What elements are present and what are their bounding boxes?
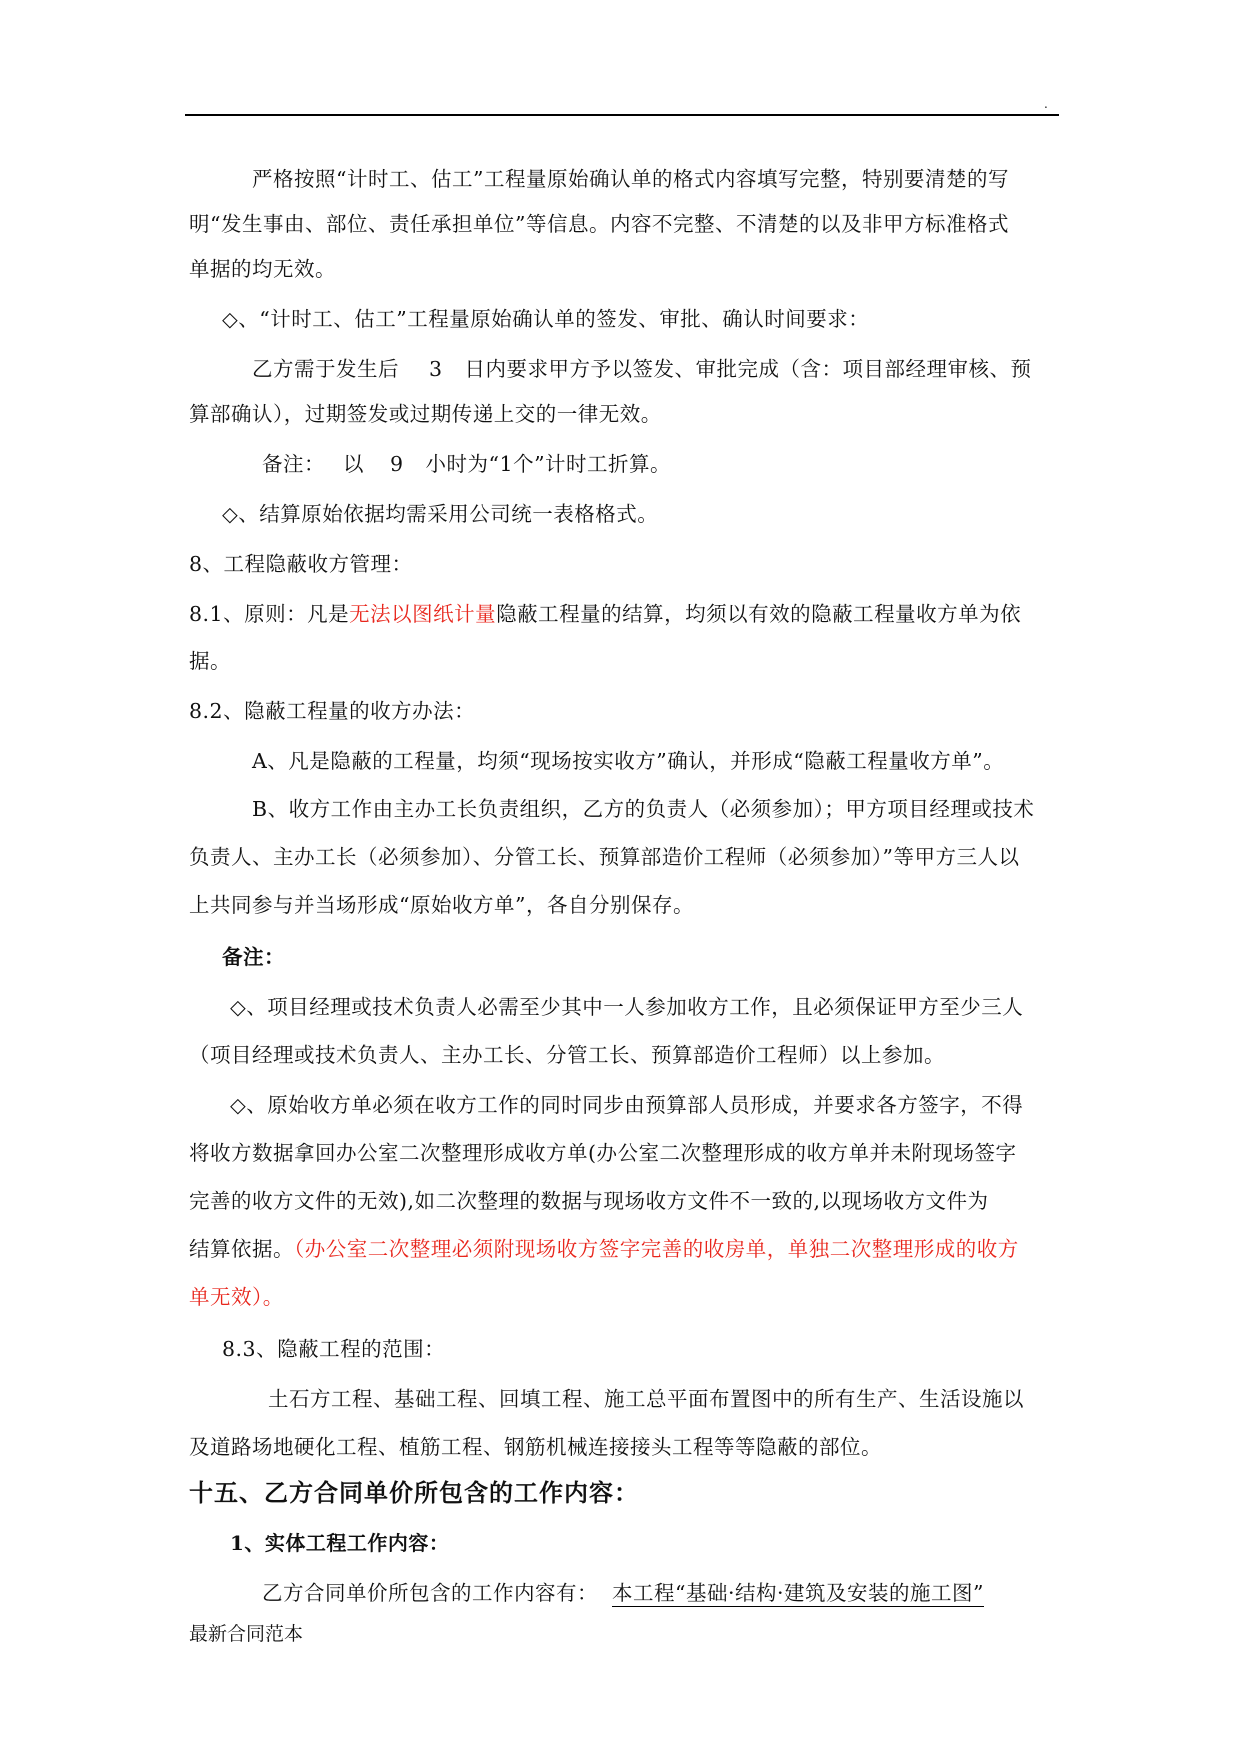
text-segment: 8.1、原则：凡是	[189, 602, 350, 626]
paragraph-line: 单据的均无效。	[189, 257, 336, 281]
text-segment: 乙方需于发生后	[252, 357, 399, 381]
paragraph-line: 明“发生事由、部位、责任承担单位”等信息。内容不完整、不清楚的以及非甲方标准格式	[189, 212, 1009, 236]
header-dot: .	[1044, 97, 1048, 111]
paragraph-line: （项目经理或技术负责人、主办工长、分管工长、预算部造价工程师）以上参加。	[189, 1043, 945, 1067]
paragraph-line: 将收方数据拿回办公室二次整理形成收方单(办公室二次整理形成的收方单并未附现场签字	[189, 1141, 1017, 1165]
text-segment: 备注：	[262, 452, 325, 476]
section-title: 8、工程隐蔽收方管理：	[189, 552, 413, 576]
paragraph-line: A、凡是隐蔽的工程量，均须“现场按实收方”确认，并形成“隐蔽工程量收方单”。	[252, 749, 1005, 773]
hours-value: 9	[390, 452, 404, 476]
subsection-heading: 1、实体工程工作内容：	[230, 1531, 450, 1555]
paragraph-line: 严格按照“计时工、估工”工程量原始确认单的格式内容填写完整，特别要清楚的写	[252, 167, 1009, 191]
paragraph-line	[189, 601, 1021, 627]
paragraph-line	[262, 1580, 984, 1606]
section-title: 8.3、隐蔽工程的范围：	[222, 1337, 446, 1361]
highlight-line: 单无效）。	[189, 1285, 284, 1309]
chapter-heading: 十五、乙方合同单价所包含的工作内容：	[189, 1478, 639, 1507]
note-title: 备注：	[222, 945, 285, 969]
section-title: 8.2、隐蔽工程量的收方办法：	[189, 699, 476, 723]
paragraph-line: 完善的收方文件的无效),如二次整理的数据与现场收方文件不一致的,以现场收方文件为	[189, 1189, 989, 1213]
paragraph-line: ◇、原始收方单必须在收方工作的同时同步由预算部人员形成，并要求各方签字，不得	[230, 1093, 1024, 1117]
underlined-text: 本工程“基础·结构·建筑及安装的施工图”	[612, 1581, 984, 1605]
paragraph-line: 负责人、主办工长（必须参加）、分管工长、预算部造价工程师（必须参加）”等甲方三人以	[189, 845, 1020, 869]
paragraph-line: 上共同参与并当场形成“原始收方单”，各自分别保存。	[189, 893, 694, 917]
days-value: 3	[429, 357, 443, 381]
highlight-text: （办公室二次整理必须附现场收方签字完善的收房单，单独二次整理形成的收方	[294, 1237, 1019, 1261]
paragraph-line: 据。	[189, 649, 231, 673]
text-segment: 结算依据。	[189, 1237, 294, 1261]
highlight-text: 无法以图纸计量	[349, 602, 497, 626]
paragraph-line	[262, 451, 671, 477]
paragraph-line: 土石方工程、基础工程、回填工程、施工总平面布置图中的所有生产、生活设施以	[268, 1387, 1024, 1411]
text-segment: 乙方合同单价所包含的工作内容有：	[262, 1581, 598, 1605]
paragraph-line: ◇、“计时工、估工”工程量原始确认单的签发、审批、确认时间要求：	[222, 307, 870, 331]
footer-text: 最新合同范本	[189, 1623, 304, 1645]
paragraph-line: 算部确认），过期签发或过期传递上交的一律无效。	[189, 402, 662, 426]
text-segment: 日内要求甲方予以签发、审批完成（含：项目部经理审核、预	[464, 357, 1032, 381]
text-segment: 以	[343, 452, 364, 476]
paragraph-line	[189, 1236, 1019, 1262]
paragraph-line: B、收方工作由主办工长负责组织，乙方的负责人（必须参加）；甲方项目经理或技术	[252, 797, 1035, 821]
header-rule	[185, 114, 1059, 116]
paragraph-line: ◇、结算原始依据均需采用公司统一表格格式。	[222, 502, 659, 526]
paragraph-line: 及道路场地硬化工程、植筋工程、钢筋机械连接接头工程等等隐蔽的部位。	[189, 1435, 882, 1459]
text-segment: 小时为“1个”计时工折算。	[425, 452, 672, 476]
paragraph-line: ◇、项目经理或技术负责人必需至少其中一人参加收方工作，且必须保证甲方至少三人	[230, 995, 1024, 1019]
text-segment: 隐蔽工程量的结算，均须以有效的隐蔽工程量收方单为依	[496, 602, 1022, 626]
paragraph-line	[252, 356, 1032, 382]
